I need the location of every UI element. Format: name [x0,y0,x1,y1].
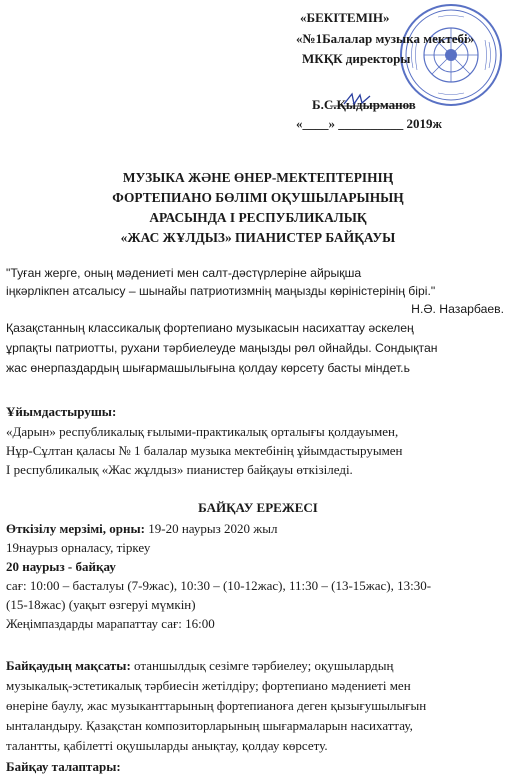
goal-line-4: ынталандыру. Қазақстан композиторларының шығармаларын насихаттау, [6,718,413,733]
goal-line-1 [6,656,393,675]
title-line-2: ФОРТЕПИАНО БӨЛІМІ ОҚУШЫЛАРЫНЫҢ [112,190,404,205]
signature-icon [330,90,410,110]
intro-line-3: жас өнерпаздардың шығармашылығына қолдау көрсету басты міндет.ь [6,361,410,375]
goal-line-5: талантты, қабілетті оқушыларды анықтау, қолдау көрсету. [6,738,328,753]
rules-heading: БАЙҚАУ ЕРЕЖЕСІ [198,500,318,515]
approval-line-3: МКҚК директоры [302,51,411,66]
rules-registration: 19наурыз орналасу, тіркеу [6,540,151,555]
rules-awards: Жеңімпаздарды марапаттау сағ: 16:00 [6,616,215,631]
goal-label: Байқаудың мақсаты: [6,658,131,673]
quote-line-1: "Туған жерге, оның мәдениеті мен салт-дәстүрлеріне айрықша [6,266,362,280]
rules-day: 20 наурыз - байқау [6,559,116,574]
rules-schedule-1: сағ: 10:00 – басталуы (7-9жас), 10:30 – (10-12жас), 11:30 – (13-15жас), 13:30- [6,578,432,593]
approval-line-5: «____» __________ 2019ж [296,116,442,131]
title-line-1: МУЗЫКА ЖӘНЕ ӨНЕР-МЕКТЕПТЕРІНІҢ [122,170,394,185]
title-line-3: АРАСЫНДА І РЕСПУБЛИКАЛЫҚ [149,210,367,225]
title-line-4: «ЖАС ЖҰЛДЫЗ» ПИАНИСТЕР БАЙҚАУЫ [120,230,396,245]
approval-line-4: Б.С.Қыдырманов [312,97,416,112]
rules-time [6,519,277,538]
organizer-heading: Ұйымдастырушы: [6,404,117,419]
rules-time-label: Өткізілу мерзімі, орны: [6,521,145,536]
requirements-heading: Байқау талаптары: [6,759,121,774]
intro-line-2: ұрпақты патриотты, рухани тәрбиелеуде маңызды рөл ойнайды. Сондықтан [6,341,438,355]
organizer-line-3: І республикалық «Жас жұлдыз» пианистер байқауы өткізіледі. [6,462,353,477]
goal-text-1: отаншылдық сезімге тәрбиелеу; оқушылардың [130,658,394,673]
rules-time-value: 19-20 наурыз 2020 жыл [145,521,278,536]
organizer-line-2: Нұр-Сұлтан қаласы № 1 балалар музыка мектебінің ұйымдастыруымен [6,443,403,458]
quote-line-2: іңкәрлікпен атсалысу – шынайы патриотизмнің маңызды көріністерінің бірі." [6,284,436,298]
intro-line-1: Қазақстанның классикалық фортепиано музыкасын насихаттау әскелең [6,321,414,335]
goal-line-2: музыкалық-эстетикалық тәрбиесін жетілдіру; фортепиано мәдениеті мен [6,678,411,693]
quote-author: Н.Ә. Назарбаев. [411,302,504,316]
rules-schedule-2: (15-18жас) (уақыт өзгеруі мүмкін) [6,597,196,612]
approval-line-1: «БЕКІТЕМІН» [300,10,390,25]
official-seal-icon [398,2,504,108]
approval-line-2: «№1Балалар музыка мектебі» [296,31,475,46]
organizer-line-1: «Дарын» республикалық ғылыми-практикалық орталығы қолдауымен, [6,424,399,439]
document-title [40,168,476,248]
goal-line-3: өнеріне баулу, жас музыканттарының фортепианоға деген қызығушылығын [6,698,427,713]
